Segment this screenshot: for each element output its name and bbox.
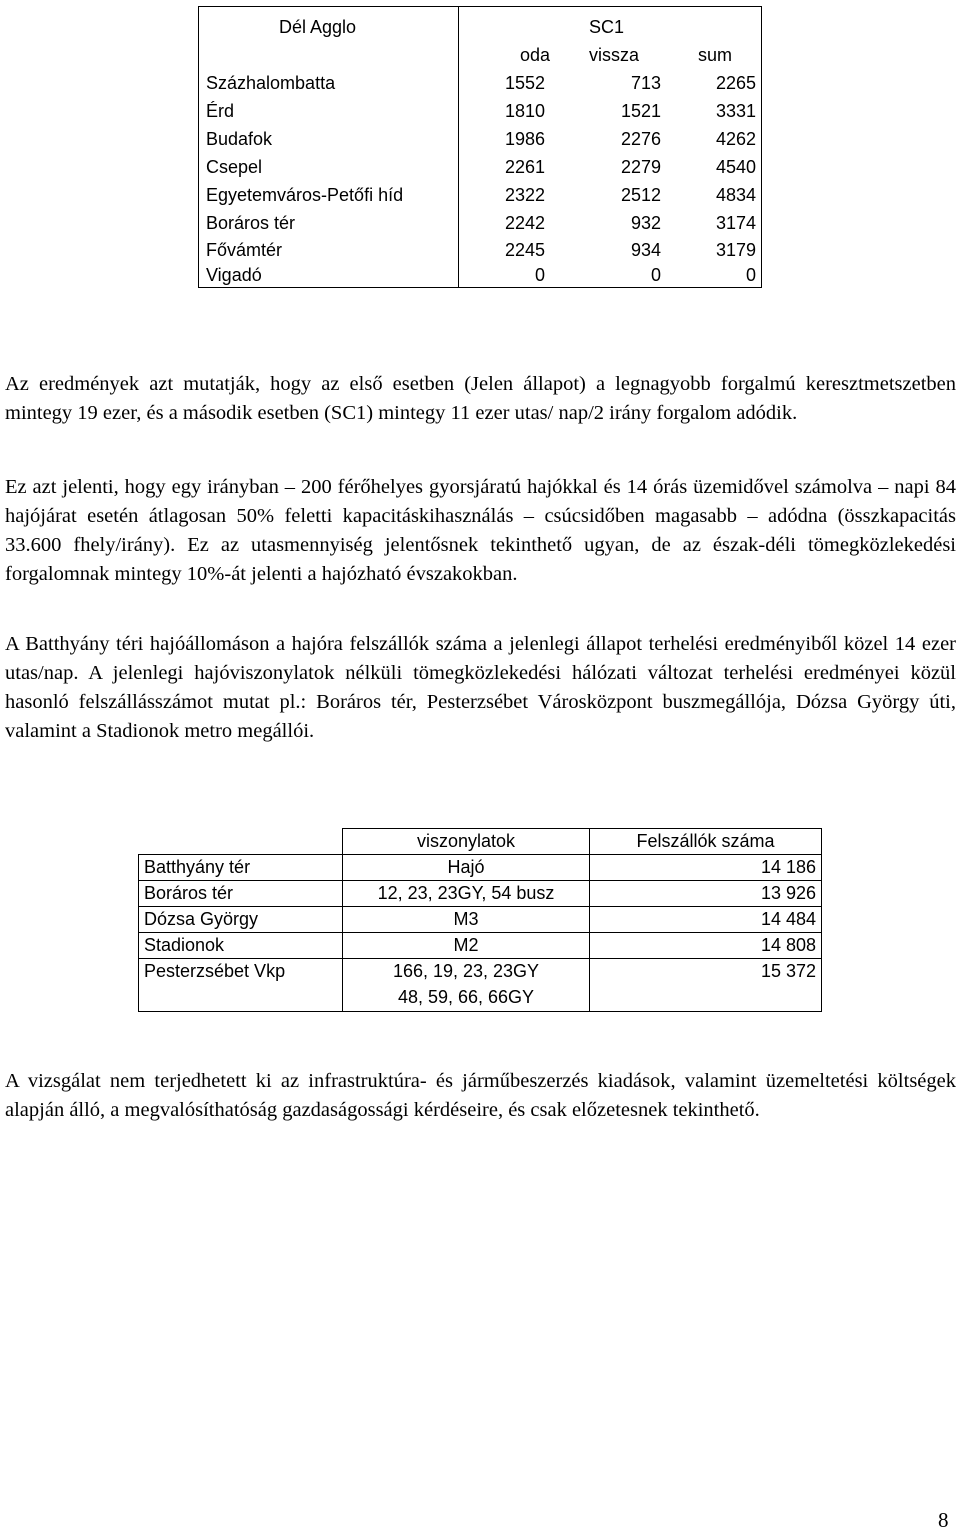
paragraph-batthyany: A Batthyány téri hajóállomáson a hajóra felszállók száma a jelenlegi állapot terhelési eredményiből közel 14 ezer utas/nap. A jelenlegi hajóviszonylatok nélküli tömegközlekedési hálózati változat terhelési eredményei közül hasonló felszállásszámot mutat pl.: Boráros tér, Pesterzsébet Városközpont buszmegállója, Dózsa György úti, valamint a Stadionok metro megállói. <box>5 633 956 742</box>
table-border <box>821 828 822 1012</box>
column-header-lines: viszonylatok <box>416 831 516 851</box>
sum-value: 2265 <box>715 73 756 93</box>
sum-value: 4834 <box>715 185 756 205</box>
oda-value: 2242 <box>504 213 545 233</box>
station-name: Boráros tér <box>206 213 296 233</box>
scenario-header: SC1 <box>589 17 625 37</box>
table-border <box>138 906 822 907</box>
vissza-value: 1521 <box>620 101 661 121</box>
page-number: 8 <box>938 1508 949 1532</box>
oda-value: 0 <box>534 265 545 285</box>
paragraph-capacity: Ez azt jelenti, hogy egy irányban – 200 férőhelyes gyorsjáratú hajókkal és 14 órás üzemidővel számolva – napi 84 hajójárat esetén átlagosan 50% feletti kapacitáskihasználás – csúcsidőben magasabb – adódna (összkapacitás 33.600 fhely/irány). Ez az utasmennyiség jelentősnek tekinthető ugyan, de az észak-déli tömegközlekedési forgalomnak mintegy 10%-át jelenti a hajózható évszakokban. <box>5 476 956 585</box>
sum-value: 3179 <box>715 240 756 260</box>
stop-name: Batthyány tér <box>144 857 251 877</box>
route-lines: M2 <box>453 935 479 955</box>
table-border <box>138 958 822 959</box>
route-lines: Hajó <box>447 857 485 877</box>
boarding-count: 14 808 <box>760 935 816 955</box>
vissza-value: 2512 <box>620 185 661 205</box>
column-header-vissza: vissza <box>588 45 639 65</box>
station-name: Egyetemváros-Petőfi híd <box>206 185 404 205</box>
boarding-count: 15 372 <box>760 961 816 981</box>
paragraph-results: Az eredmények azt mutatják, hogy az első esetben (Jelen állapot) a legnagyobb forgalmú keresztmetszetben mintegy 19 ezer, és a második esetben (SC1) mintegy 11 ezer utas/ nap/2 irány forgalom adódik. <box>5 373 956 424</box>
sum-value: 4540 <box>715 157 756 177</box>
vissza-value: 932 <box>630 213 661 233</box>
stop-name: Pesterzsébet Vkp <box>144 961 286 981</box>
route-flow-table <box>198 6 762 288</box>
station-name: Budafok <box>206 129 273 149</box>
paragraph-disclaimer: A vizsgálat nem terjedhetett ki az infrastruktúra- és járműbeszerzés kiadások, valamint üzemeltetési költségek alapján álló, a megvalósíthatóság gazdaságossági kérdéseire, és csak előzetesnek tekinthető. <box>5 1070 956 1121</box>
table-divider <box>458 7 459 287</box>
boarding-table <box>138 828 822 1012</box>
station-name: Csepel <box>206 157 263 177</box>
boarding-count: 14 186 <box>760 857 816 877</box>
vissza-value: 0 <box>650 265 661 285</box>
table-border <box>138 932 822 933</box>
station-name: Érd <box>206 101 235 121</box>
table-border <box>138 854 139 1012</box>
station-name: Fővámtér <box>206 240 283 260</box>
route-lines: M3 <box>453 909 479 929</box>
oda-value: 1552 <box>504 73 545 93</box>
sum-value: 4262 <box>715 129 756 149</box>
oda-value: 2322 <box>504 185 545 205</box>
table-border <box>138 854 822 855</box>
vissza-value: 934 <box>630 240 661 260</box>
table-border <box>342 828 822 829</box>
sum-value: 0 <box>745 265 756 285</box>
column-header-boarders: Felszállók száma <box>636 831 775 851</box>
station-name: Százhalombatta <box>206 73 336 93</box>
vissza-value: 2279 <box>620 157 661 177</box>
route-lines: 12, 23, 23GY, 54 busz <box>377 883 555 903</box>
route-lines: 166, 19, 23, 23GY <box>392 961 540 981</box>
station-name: Vigadó <box>206 265 262 285</box>
oda-value: 1986 <box>504 129 545 149</box>
vissza-value: 2276 <box>620 129 661 149</box>
boarding-count: 13 926 <box>760 883 816 903</box>
table-border <box>138 880 822 881</box>
oda-value: 2245 <box>504 240 545 260</box>
column-header-sum: sum <box>697 45 732 65</box>
table-title: Dél Agglo <box>279 17 357 37</box>
table-border <box>138 1011 822 1012</box>
oda-value: 2261 <box>504 157 545 177</box>
boarding-count: 14 484 <box>760 909 816 929</box>
stop-name: Boráros tér <box>144 883 234 903</box>
vissza-value: 713 <box>630 73 661 93</box>
sum-value: 3331 <box>715 101 756 121</box>
column-header-oda: oda <box>519 45 550 65</box>
sum-value: 3174 <box>715 213 756 233</box>
oda-value: 1810 <box>504 101 545 121</box>
route-lines-continued: 48, 59, 66, 66GY <box>397 987 535 1007</box>
stop-name: Dózsa György <box>144 909 259 929</box>
stop-name: Stadionok <box>144 935 225 955</box>
